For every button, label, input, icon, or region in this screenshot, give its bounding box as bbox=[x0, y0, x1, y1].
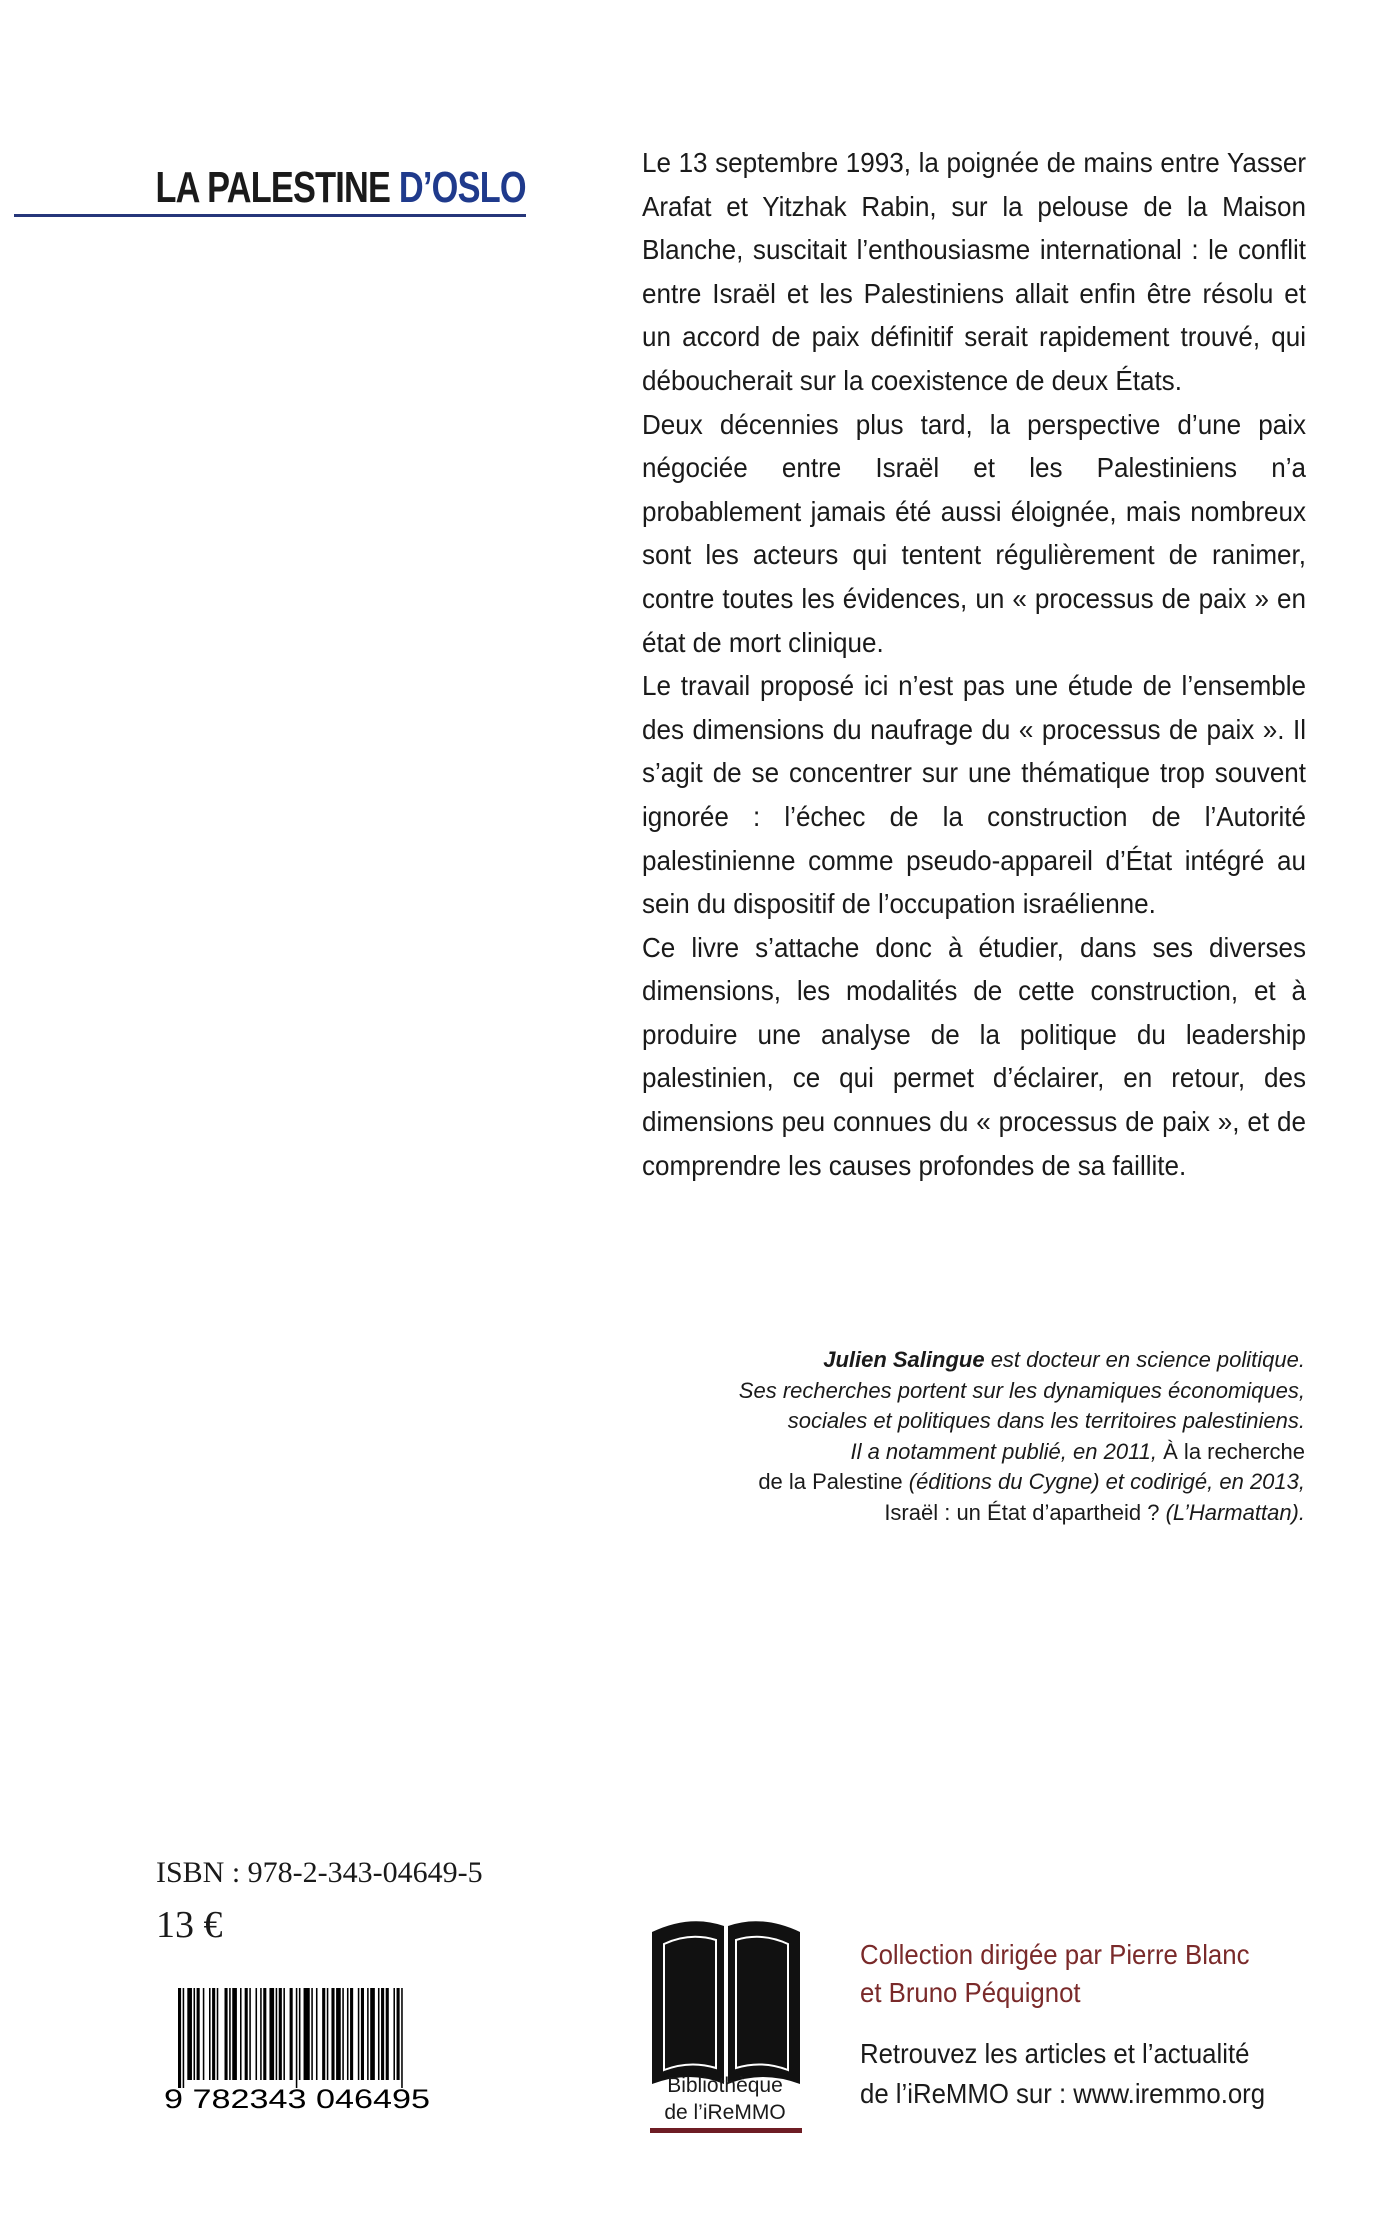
barcode-bar bbox=[381, 1988, 384, 2080]
barcode-bar bbox=[350, 1988, 353, 2080]
logo-line2: de l’iReMMO bbox=[664, 2101, 786, 2124]
barcode-bar bbox=[240, 1988, 242, 2080]
barcode-bar bbox=[217, 1988, 219, 2080]
book-title-part1: LA PALESTINE bbox=[155, 163, 400, 212]
barcode bbox=[164, 1988, 432, 2111]
collection-credit bbox=[860, 1936, 1249, 2012]
barcode-bar bbox=[304, 1988, 310, 2080]
author-name: Julien Salingue bbox=[823, 1347, 985, 1372]
book-ref-1b: de la Palestine bbox=[758, 1469, 909, 1494]
barcode-bar bbox=[386, 1988, 389, 2080]
barcode-bar bbox=[260, 1988, 262, 2080]
barcode-bars bbox=[178, 1988, 403, 2088]
barcode-bar bbox=[327, 1988, 329, 2080]
title-block bbox=[14, 152, 526, 217]
summary-paragraph-4: Ce livre s’attache donc à étudier, dans ses diverses dimensions, les modalités de cette construction, et à produire une analyse de la politique du leadership palestinien, ce qui permet d’éclairer, en retour, des dimensions peu connues du « processus de paix », et de comprendre les causes profondes de sa faillite. bbox=[642, 931, 1307, 1181]
logo-caption bbox=[630, 2072, 820, 2126]
barcode-bar bbox=[276, 1988, 278, 2080]
barcode-digits: 9 782343 046495 bbox=[164, 2084, 430, 2111]
logo-underline bbox=[650, 2128, 802, 2133]
barcode-bar bbox=[225, 1988, 228, 2080]
barcode-bar bbox=[183, 1988, 185, 2088]
barcode-bar bbox=[209, 1988, 211, 2080]
barcode-bar bbox=[256, 1988, 258, 2080]
barcode-bar bbox=[263, 1988, 266, 2080]
summary-paragraph-3: Le travail proposé ici n’est pas une étude de l’ensemble des dimensions du naufrage du « processus de paix ». Il s’agit de se concentrer sur une thématique trop souvent ignorée : l’échec de la construction de l’Autorité palestinienne comme pseudo-appareil d’État intégré au sein du dispositif de l’occupation israélienne. bbox=[642, 670, 1307, 920]
website-line2: de l’iReMMO sur : www.iremmo.org bbox=[860, 2078, 1266, 2109]
book-ref-2: Israël : un État d’apartheid ? bbox=[884, 1499, 1166, 1525]
author-bio-line3: sociales et politiques dans les territoires palestiniens. bbox=[787, 1408, 1305, 1433]
author-bio-line2: Ses recherches portent sur les dynamiques économiques, bbox=[738, 1377, 1305, 1403]
barcode-bar bbox=[316, 1988, 318, 2080]
website-info bbox=[860, 2034, 1265, 2114]
author-bio-line6: (L’Harmattan). bbox=[1165, 1499, 1305, 1525]
barcode-bar bbox=[397, 1988, 400, 2080]
barcode-bar bbox=[336, 1988, 341, 2080]
barcode-bar bbox=[194, 1988, 196, 2080]
barcode-bar bbox=[178, 1988, 181, 2088]
author-bio bbox=[605, 1345, 1305, 1528]
barcode-bar bbox=[249, 1988, 251, 2080]
author-bio-line4: Il a notamment publié, en 2011, bbox=[850, 1438, 1164, 1464]
summary-text bbox=[642, 141, 1306, 1187]
barcode-bar bbox=[393, 1988, 395, 2080]
barcode-bar bbox=[347, 1988, 349, 2080]
book-title bbox=[155, 163, 526, 212]
barcode-bar bbox=[197, 1988, 200, 2080]
barcode-bar bbox=[187, 1988, 192, 2080]
price: 13 € bbox=[156, 1904, 223, 1946]
summary-paragraph-1: Le 13 septembre 1993, la poignée de mains entre Yasser Arafat et Yitzhak Rabin, sur la pelouse de la Maison Blanche, suscitait l’enthousiasme international : le conflit entre Israël et les Palestiniens allait enfin être résolu et un accord de paix définitif serait rapidement trouvé, qui déboucherait sur la coexistence de deux États. bbox=[642, 147, 1307, 396]
barcode-bar bbox=[370, 1988, 375, 2080]
barcode-bar bbox=[342, 1988, 344, 2080]
barcode-bar bbox=[322, 1988, 325, 2080]
barcode-bar bbox=[331, 1988, 334, 2080]
barcode-bar bbox=[279, 1988, 282, 2080]
barcode-bar bbox=[401, 1988, 403, 2088]
barcode-bar bbox=[245, 1988, 248, 2080]
bibliotheque-logo-icon bbox=[650, 1910, 802, 2088]
book-ref-1a: À la recherche bbox=[1163, 1438, 1305, 1464]
barcode-bar bbox=[269, 1988, 274, 2080]
barcode-bar bbox=[290, 1988, 293, 2080]
summary-paragraph-2: Deux décennies plus tard, la perspective d’une paix négociée entre Israël et les Palestiniens n’a probablement jamais été aussi éloignée, mais nombreux sont les acteurs qui tentent régulièrement de ranimer, contre toutes les évidences, un « processus de paix » en état de mort clinique. bbox=[642, 408, 1307, 658]
barcode-bar bbox=[203, 1988, 205, 2080]
barcode-bar bbox=[361, 1988, 364, 2080]
isbn: ISBN : 978-2-343-04649-5 bbox=[156, 1856, 483, 1889]
author-bio-line5: (éditions du Cygne) et codirigé, en 2013, bbox=[908, 1469, 1305, 1494]
barcode-bar bbox=[299, 1988, 301, 2080]
collection-line1: Collection dirigée par Pierre Blanc bbox=[860, 1939, 1250, 1970]
barcode-bar bbox=[311, 1988, 313, 2080]
barcode-bar bbox=[367, 1988, 369, 2080]
collection-line2: et Bruno Péquignot bbox=[860, 1977, 1081, 2008]
book-title-part2: D’OSLO bbox=[399, 163, 526, 212]
barcode-bar bbox=[296, 1988, 298, 2088]
website-line1: Retrouvez les articles et l’actualité bbox=[860, 2038, 1250, 2069]
logo-line1: Bibliothèque bbox=[667, 2074, 783, 2097]
barcode-bar bbox=[283, 1988, 285, 2080]
barcode-bar bbox=[358, 1988, 360, 2080]
barcode-bar bbox=[212, 1988, 215, 2080]
barcode-bar bbox=[229, 1988, 231, 2080]
barcode-bar bbox=[378, 1988, 380, 2080]
author-bio-line1: est docteur en science politique. bbox=[984, 1347, 1305, 1372]
barcode-bar bbox=[232, 1988, 237, 2080]
